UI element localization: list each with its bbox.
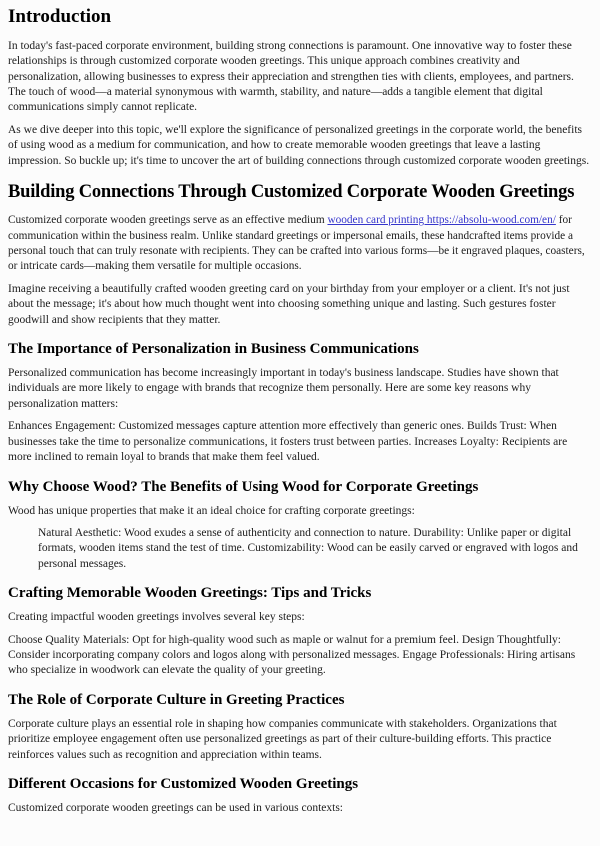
section-paragraph: Choose Quality Materials: Opt for high-quality wood such as maple or walnut for a premium feel. Design Thoughtfully: Consider incorporating company colors and logos along with personalized messages. Engage Professionals: Hiring artisans who specialize in woodwork can elevate the quality of your greeting. xyxy=(8,633,576,677)
wooden-card-printing-link[interactable]: wooden card printing https://absolu-wood.com/en/ xyxy=(327,214,556,227)
section-paragraph: Enhances Engagement: Customized messages capture attention more effectively than generic ones. Builds Trust: When businesses take the time to personalize communications, it fosters trust between parties. Increases Loyalty: Recipients are more inclined to remain loyal to brands that make them feel valued. xyxy=(8,420,568,464)
section-heading-different-occasions: Different Occasions for Customized Wooden Greetings xyxy=(8,775,359,792)
lead-paragraph xyxy=(8,213,592,275)
section-paragraph: Creating impactful wooden greetings involves several key steps: xyxy=(8,611,305,624)
lead-follow-paragraph: Imagine receiving a beautifully crafted wooden greeting card on your birthday from your employer or a client. It's not just about the message; it's about how much thought went into choosing something unique and lasting. Such gestures foster goodwill and show recipients that they matter. xyxy=(8,282,570,326)
lead-text-after-link: for communication within the business realm. Unlike standard greetings or impersonal emails, these handcrafted items provide a personal touch that can truly resonate with recipients. They can be crafted into various forms—be it engraved plaques, coasters, or intricate cards—making them versatile for multiple occasions. xyxy=(8,214,585,273)
section-heading-why-wood: Why Choose Wood? The Benefits of Using Wood for Corporate Greetings xyxy=(8,478,479,495)
section-heading-corporate-culture: The Role of Corporate Culture in Greeting Practices xyxy=(8,691,345,708)
intro-paragraph-1: In today's fast-paced corporate environment, building strong connections is paramount. One innovative way to foster these relationships is through customized corporate wooden greetings. This unique approach combines creativity and personalization, allowing businesses to express their appreciation and strengthen ties with clients, employees, and partners. The touch of wood—a material synonymous with warmth, stability, and nature—adds a tangible element that digital communications simply cannot replicate. xyxy=(8,39,574,114)
lead-text-before-link: Customized corporate wooden greetings serve as an effective medium xyxy=(8,214,328,227)
intro-heading: Introduction xyxy=(8,6,112,27)
section-paragraph: Corporate culture plays an essential role in shaping how companies communicate with stakeholders. Organizations that prioritize employee engagement often use personalized greetings as part of their culture-building efforts. This practice reinforces values such as recognition and appreciation within teams. xyxy=(8,717,557,761)
intro-paragraph-2: As we dive deeper into this topic, we'll explore the significance of personalized greetings in the corporate world, the benefits of using wood as a medium for communication, and how to create memorable wooden greetings that leave a lasting impression. So buckle up; it's time to uncover the art of building connections through customized corporate wooden greetings. xyxy=(8,123,590,167)
section-paragraph: Wood has unique properties that make it an ideal choice for crafting corporate greetings: xyxy=(8,504,415,517)
wood-benefits-blockquote: Natural Aesthetic: Wood exudes a sense of authenticity and connection to nature. Durability: Unlike paper or digital formats, wooden items stand the test of time. Customizability: Wood can be easily carved or engraved with logos and personal messages. xyxy=(38,526,578,570)
section-heading-personalization: The Importance of Personalization in Business Communications xyxy=(8,341,419,358)
section-paragraph: Customized corporate wooden greetings can be used in various contexts: xyxy=(8,801,344,814)
section-heading-crafting-tips: Crafting Memorable Wooden Greetings: Tips and Tricks xyxy=(8,585,372,602)
main-heading: Building Connections Through Customized Corporate Wooden Greetings xyxy=(8,182,575,203)
section-paragraph: Personalized communication has become increasingly important in today's business landscape. Studies have shown that individuals are more likely to engage with brands that recognize them personally. Here are some key reasons why personalization matters: xyxy=(8,367,559,410)
